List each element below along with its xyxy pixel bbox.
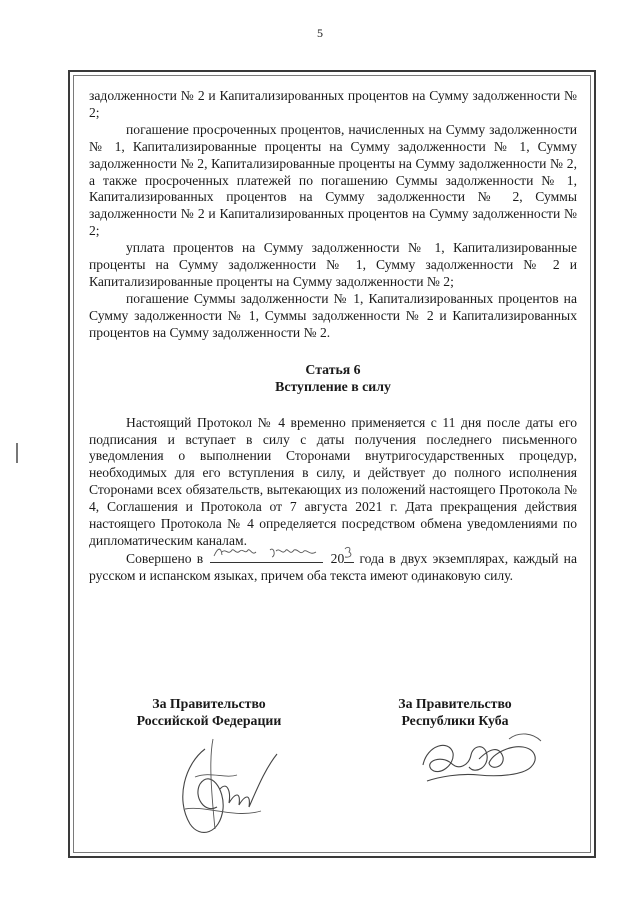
paragraph-continuation: задолженности № 2 и Капитализированных процентов на Сумму задолженности № 2;	[89, 88, 577, 120]
paragraph-debt-repayment: погашение Суммы задолженности № 1, Капитализированных процентов на Сумму задолженности № 1, Суммы задолженности № 2 и Капитализированных процентов на Сумму задолженности № 2.	[89, 290, 577, 340]
signatory-russia	[89, 695, 329, 729]
done-at-prefix: Совершено в	[126, 550, 204, 566]
signature-cuba-icon	[419, 725, 549, 795]
done-at-paragraph	[89, 550, 577, 585]
signature-block	[89, 695, 577, 845]
signatory-cuba-line2: Республики Куба	[401, 713, 509, 728]
document-body	[89, 88, 577, 585]
signatory-russia-line1: За Правительство	[152, 696, 266, 711]
year-prefix: 20	[330, 550, 345, 566]
page-number: 5	[317, 26, 323, 40]
article-number: Статья 6	[305, 361, 361, 377]
paragraph-interest-payment: уплата процентов на Сумму задолженности № 1, Капитализированные проценты на Сумму задолженности № 1, Сумму задолженности № 2 и Капитализированные проценты на Сумму задолженности № 2;	[89, 240, 577, 289]
signatory-cuba-line1: За Правительство	[398, 696, 512, 711]
signatory-russia-line2: Российской Федерации	[136, 713, 282, 728]
paragraph-overdue-interest: погашение просроченных процентов, начисленных на Сумму задолженности № 1, Капитализированные проценты на Сумму задолженности № 1, Сумму задолженности № 2, Капитализированные проценты на Сумму задолженности № 2, а также просроченных платежей по погашению Суммы задолженности № 1, Капитализированных процентов на Сумму задолженности № 2, Суммы задолженности № 2 и Капитализированных процентов на Сумму задолженности № 2;	[89, 121, 577, 239]
signatory-cuba	[335, 695, 575, 729]
handwritten-year-digit	[344, 550, 354, 563]
signature-russia-icon	[165, 729, 285, 844]
handwritten-date-field	[210, 550, 323, 563]
margin-mark	[16, 443, 18, 463]
done-at-suffix: года в двух экземплярах, каждый на русском и испанском языках, причем оба текста имеют одинаковую силу.	[89, 550, 577, 583]
article-body: Настоящий Протокол № 4 временно применяется с 11 дня после даты его подписания и вступает в силу с даты получения последнего письменного уведомления о выполнении Сторонами внутригосударственных процедур, необходимых для его вступления в силу, и действует до полного исполнения Сторонами всех обязательств, вытекающих из положений настоящего Протокола № 4, Соглашения и Протокола от 7 августа 2021 г. Дата прекращения действия настоящего Протокола № 4 определяется посредством обмена уведомлениями по дипломатическим каналам.	[89, 414, 577, 548]
handwritten-digit-icon	[344, 545, 354, 559]
handwritten-date-icon	[212, 544, 320, 560]
article-title: Вступление в силу	[275, 378, 391, 394]
